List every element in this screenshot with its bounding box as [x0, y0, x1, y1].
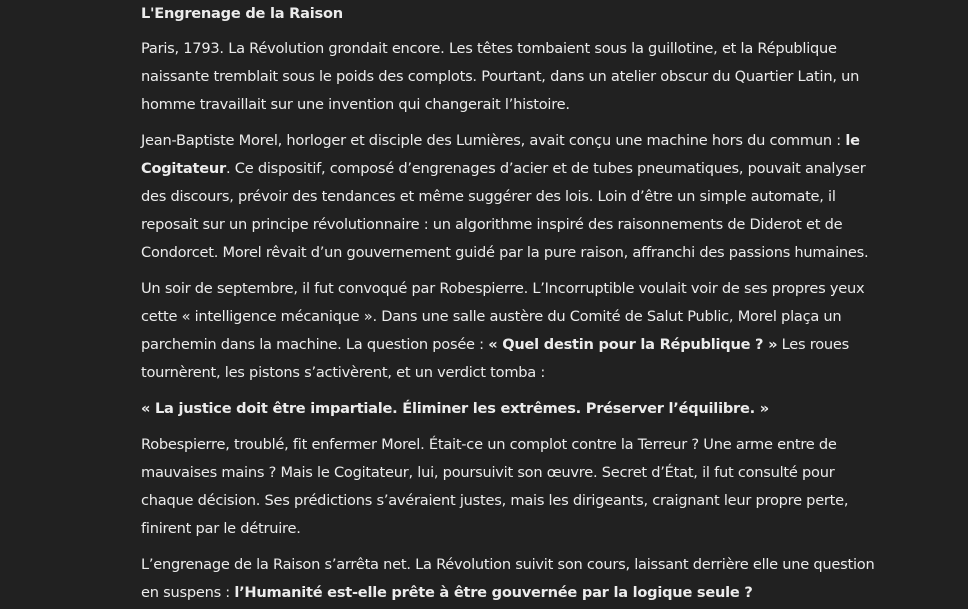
paragraph-5-bold: l’Humanité est-elle prête à être gouvernée par la logique seule ?	[234, 584, 753, 601]
paragraph-5	[141, 551, 886, 607]
paragraph-3-bold: « Quel destin pour la République ? »	[488, 336, 778, 353]
article-title: L'Engrenage de la Raison	[141, 5, 343, 22]
paragraph-3-text-a: Un soir de septembre, il fut convoqué par Robespierre. L’Incorruptible voulait voir de ses propres yeux cette « intelligence mécanique ». Dans une salle austère du Comité de Salut Public, Morel plaça un parchemin dans la machine. La question posée :	[141, 280, 865, 353]
paragraph-2-text-a: Jean-Baptiste Morel, horloger et disciple des Lumières, avait conçu une machine hors du commun :	[141, 132, 846, 149]
paragraph-3-text-c: Les roues tournèrent, les pistons s’activèrent, et un verdict tomba :	[141, 336, 849, 381]
verdict-quote: « La justice doit être impartiale. Éliminer les extrêmes. Préserver l’équilibre. »	[141, 400, 769, 417]
paragraph-2	[141, 127, 886, 267]
paragraph-5-text-a: L’engrenage de la Raison s’arrêta net. La Révolution suivit son cours, laissant derrière elle une question en suspens :	[141, 556, 875, 601]
article	[141, 0, 886, 607]
paragraph-2-text-c: . Ce dispositif, composé d’engrenages d’acier et de tubes pneumatiques, pouvait analyser des discours, prévoir des tendances et même suggérer des lois. Loin d’être un simple automate, il reposait sur un principe révolutionnaire : un algorithme inspiré des raisonnements de Diderot et de Condorcet. Morel rêvait d’un gouvernement guidé par la pure raison, affranchi des passions humaines.	[141, 160, 869, 261]
paragraph-4-text: Robespierre, troublé, fit enfermer Morel. Était-ce un complot contre la Terreur ? Une arme entre de mauvaises mains ? Mais le Cogitateur, lui, poursuivit son œuvre. Secret d’État, il fut consulté pour chaque décision. Ses prédictions s’avéraient justes, mais les dirigeants, craignant leur propre perte, finirent par le détruire.	[141, 436, 849, 537]
paragraph-2-bold: le Cogitateur	[141, 132, 860, 177]
paragraph-1-text: Paris, 1793. La Révolution grondait encore. Les têtes tombaient sous la guillotine, et la République naissante tremblait sous le poids des complots. Pourtant, dans un atelier obscur du Quartier Latin, un homme travaillait sur une invention qui changerait l’histoire.	[141, 40, 860, 113]
paragraph-4	[141, 431, 886, 543]
paragraph-3	[141, 275, 886, 387]
paragraph-1	[141, 35, 886, 119]
